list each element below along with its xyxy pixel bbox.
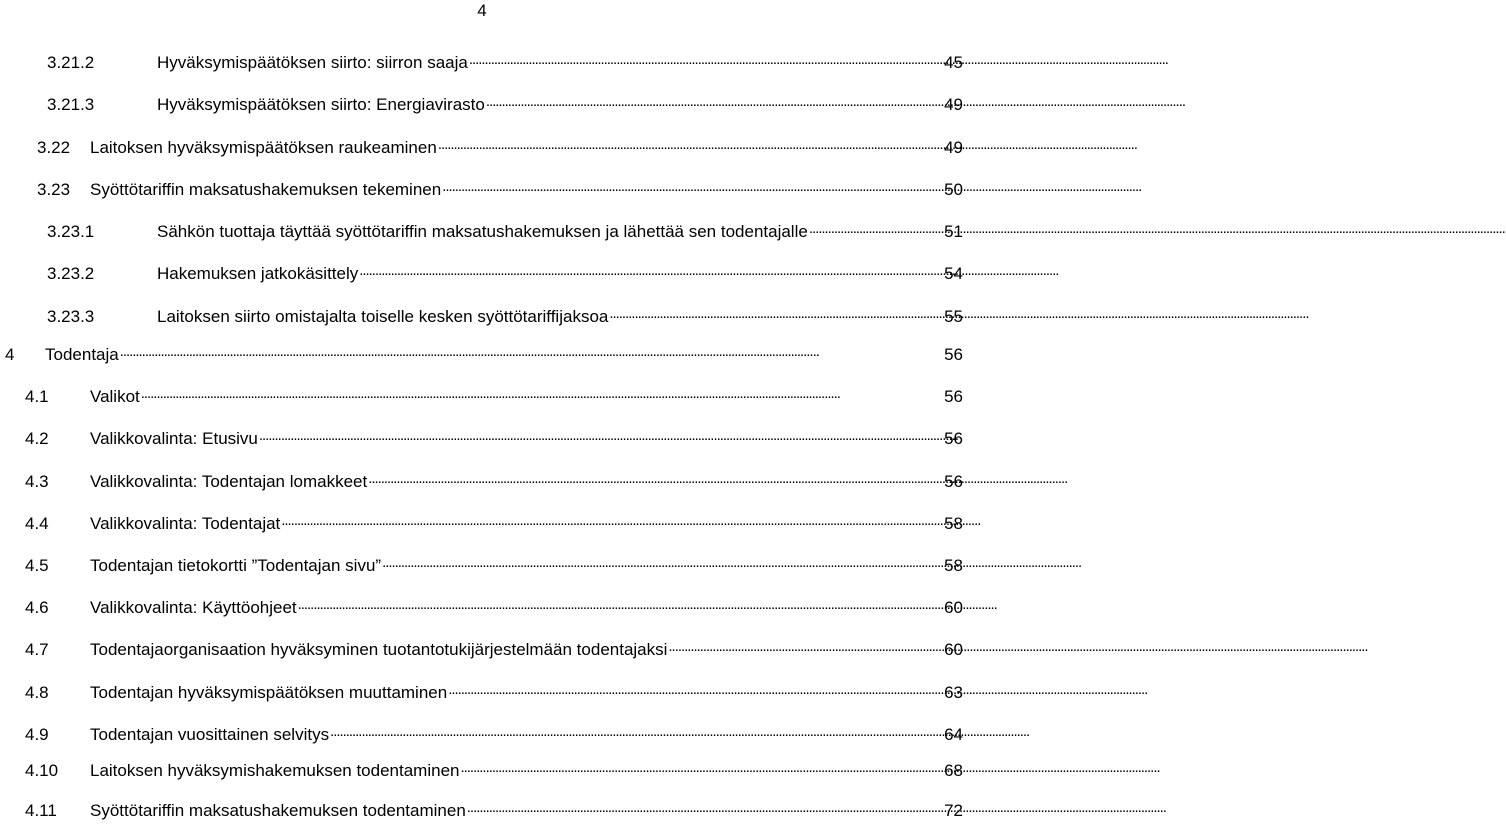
- toc-entry[interactable]: [37, 135, 963, 161]
- toc-entry-number: 3.23.2: [47, 264, 95, 283]
- toc-entry-page: 56: [944, 345, 963, 364]
- toc-entry-number: 3.21.3: [47, 95, 95, 114]
- toc-entry-page: 45: [944, 53, 963, 72]
- toc-entry-number: 3.21.2: [47, 53, 95, 72]
- toc-entry-title: Valikot: [90, 387, 140, 406]
- toc-dot-leader: [668, 638, 943, 655]
- toc-dot-leader: [469, 51, 943, 68]
- toc-entry[interactable]: [25, 758, 963, 784]
- toc-entry-page: 72: [944, 801, 963, 820]
- toc-dot-leader: [259, 427, 943, 444]
- toc-entry-page: 49: [944, 138, 963, 157]
- toc-entry-title: Todentajan tietokortti ”Todentajan sivu”: [90, 556, 382, 575]
- toc-entry[interactable]: [25, 553, 963, 579]
- toc-entry-number: 3.23.1: [47, 222, 95, 241]
- toc-entry[interactable]: [25, 798, 963, 824]
- toc-dot-leader: [382, 554, 943, 571]
- toc-entry-number: 4.3: [25, 472, 49, 491]
- toc-entry[interactable]: [25, 426, 963, 452]
- toc-entry-number: 4.4: [25, 514, 49, 533]
- toc-entry-number: 4.2: [25, 429, 49, 448]
- toc-entry-number: 4.1: [25, 387, 49, 406]
- toc-entry-number: 3.23.3: [47, 307, 95, 326]
- toc-entry-title: Hyväksymispäätöksen siirto: Energiavirasto: [157, 95, 485, 114]
- toc-entry-page: 63: [944, 683, 963, 702]
- toc-entry[interactable]: [47, 261, 963, 287]
- toc-dot-leader: [442, 178, 943, 195]
- toc-entry-page: 58: [944, 514, 963, 533]
- toc-dot-leader: [438, 136, 943, 153]
- toc-entry-title: Todentaja: [45, 345, 119, 364]
- toc-entry[interactable]: [25, 722, 963, 748]
- toc-entry[interactable]: [25, 384, 963, 410]
- toc-entry[interactable]: [25, 680, 963, 706]
- toc-entry[interactable]: [47, 50, 963, 76]
- toc-entry-page: 54: [944, 264, 963, 283]
- toc-dot-leader: [141, 385, 943, 402]
- page-number: 4: [477, 1, 487, 20]
- toc-entry-number: 4.8: [25, 683, 49, 702]
- toc-entry-number: 4.6: [25, 598, 49, 617]
- toc-entry-page: 51: [944, 222, 963, 241]
- toc-entry-title: Syöttötariffin maksatushakemuksen todentaminen: [90, 801, 466, 820]
- toc-entry-title: Laitoksen hyväksymishakemuksen todentaminen: [90, 761, 460, 780]
- toc-entry-title: Todentajan hyväksymispäätöksen muuttaminen: [90, 683, 448, 702]
- toc-entry-page: 58: [944, 556, 963, 575]
- toc-entry-title: Valikkovalinta: Käyttöohjeet: [90, 598, 297, 617]
- toc-entry-page: 55: [944, 307, 963, 326]
- toc-entry-number: 4: [5, 345, 15, 364]
- toc-dot-leader: [486, 93, 943, 110]
- toc-entry-number: 4.5: [25, 556, 49, 575]
- toc-entry[interactable]: [25, 511, 963, 537]
- toc-dot-leader: [467, 799, 943, 816]
- toc-entry[interactable]: [25, 637, 963, 663]
- toc-entry-number: 4.11: [25, 801, 57, 820]
- toc-entry-title: Laitoksen hyväksymispäätöksen raukeaminen: [90, 138, 437, 157]
- toc-entry[interactable]: [37, 177, 963, 203]
- toc-entry-number: 4.9: [25, 725, 49, 744]
- toc-dot-leader: [809, 220, 943, 237]
- toc-entry-title: Valikkovalinta: Todentajan lomakkeet: [90, 472, 368, 491]
- toc-entry-title: Sähkön tuottaja täyttää syöttötariffin maksatushakemuksen ja lähettää sen todentajalle: [157, 222, 808, 241]
- toc-entry-page: 56: [944, 387, 963, 406]
- toc-entry-page: 56: [944, 472, 963, 491]
- toc-entry-page: 49: [944, 95, 963, 114]
- toc-dot-leader: [120, 343, 943, 360]
- toc-entry-page: 50: [944, 180, 963, 199]
- toc-entry-page: 68: [944, 761, 963, 780]
- toc-dot-leader: [298, 596, 943, 613]
- toc-entry[interactable]: [47, 304, 963, 330]
- toc-entry-page: 60: [944, 640, 963, 659]
- toc-entry-number: 4.7: [25, 640, 49, 659]
- toc-entry-title: Todentajaorganisaation hyväksyminen tuotantotukijärjestelmään todentajaksi: [90, 640, 668, 659]
- toc-entry[interactable]: [47, 92, 963, 118]
- toc-entry-title: Laitoksen siirto omistajalta toiselle kesken syöttötariffijaksoa: [157, 307, 609, 326]
- toc-entry-title: Syöttötariffin maksatushakemuksen tekeminen: [90, 180, 442, 199]
- toc-entry-title: Hakemuksen jatkokäsittely: [157, 264, 359, 283]
- toc-dot-leader: [330, 723, 943, 740]
- toc-entry-page: 64: [944, 725, 963, 744]
- toc-entry-title: Todentajan vuosittainen selvitys: [90, 725, 330, 744]
- toc-dot-leader: [448, 681, 943, 698]
- toc-dot-leader: [368, 470, 943, 487]
- toc-dot-leader: [609, 305, 943, 322]
- toc-dot-leader: [281, 512, 943, 529]
- toc-entry-title: Valikkovalinta: Etusivu: [90, 429, 258, 448]
- toc-entry[interactable]: [5, 342, 963, 368]
- toc-entry-page: 60: [944, 598, 963, 617]
- toc-entry-number: 4.10: [25, 761, 59, 780]
- toc-dot-leader: [359, 262, 943, 279]
- toc-entry-number: 3.22: [37, 138, 71, 157]
- toc-entry[interactable]: [25, 469, 963, 495]
- toc-entry-title: Hyväksymispäätöksen siirto: siirron saaja: [157, 53, 468, 72]
- toc-entry[interactable]: [47, 219, 963, 245]
- toc-dot-leader: [460, 759, 943, 776]
- toc-entry-title: Valikkovalinta: Todentajat: [90, 514, 281, 533]
- toc-entry[interactable]: [25, 595, 963, 621]
- toc-entry-page: 56: [944, 429, 963, 448]
- toc-entry-number: 3.23: [37, 180, 71, 199]
